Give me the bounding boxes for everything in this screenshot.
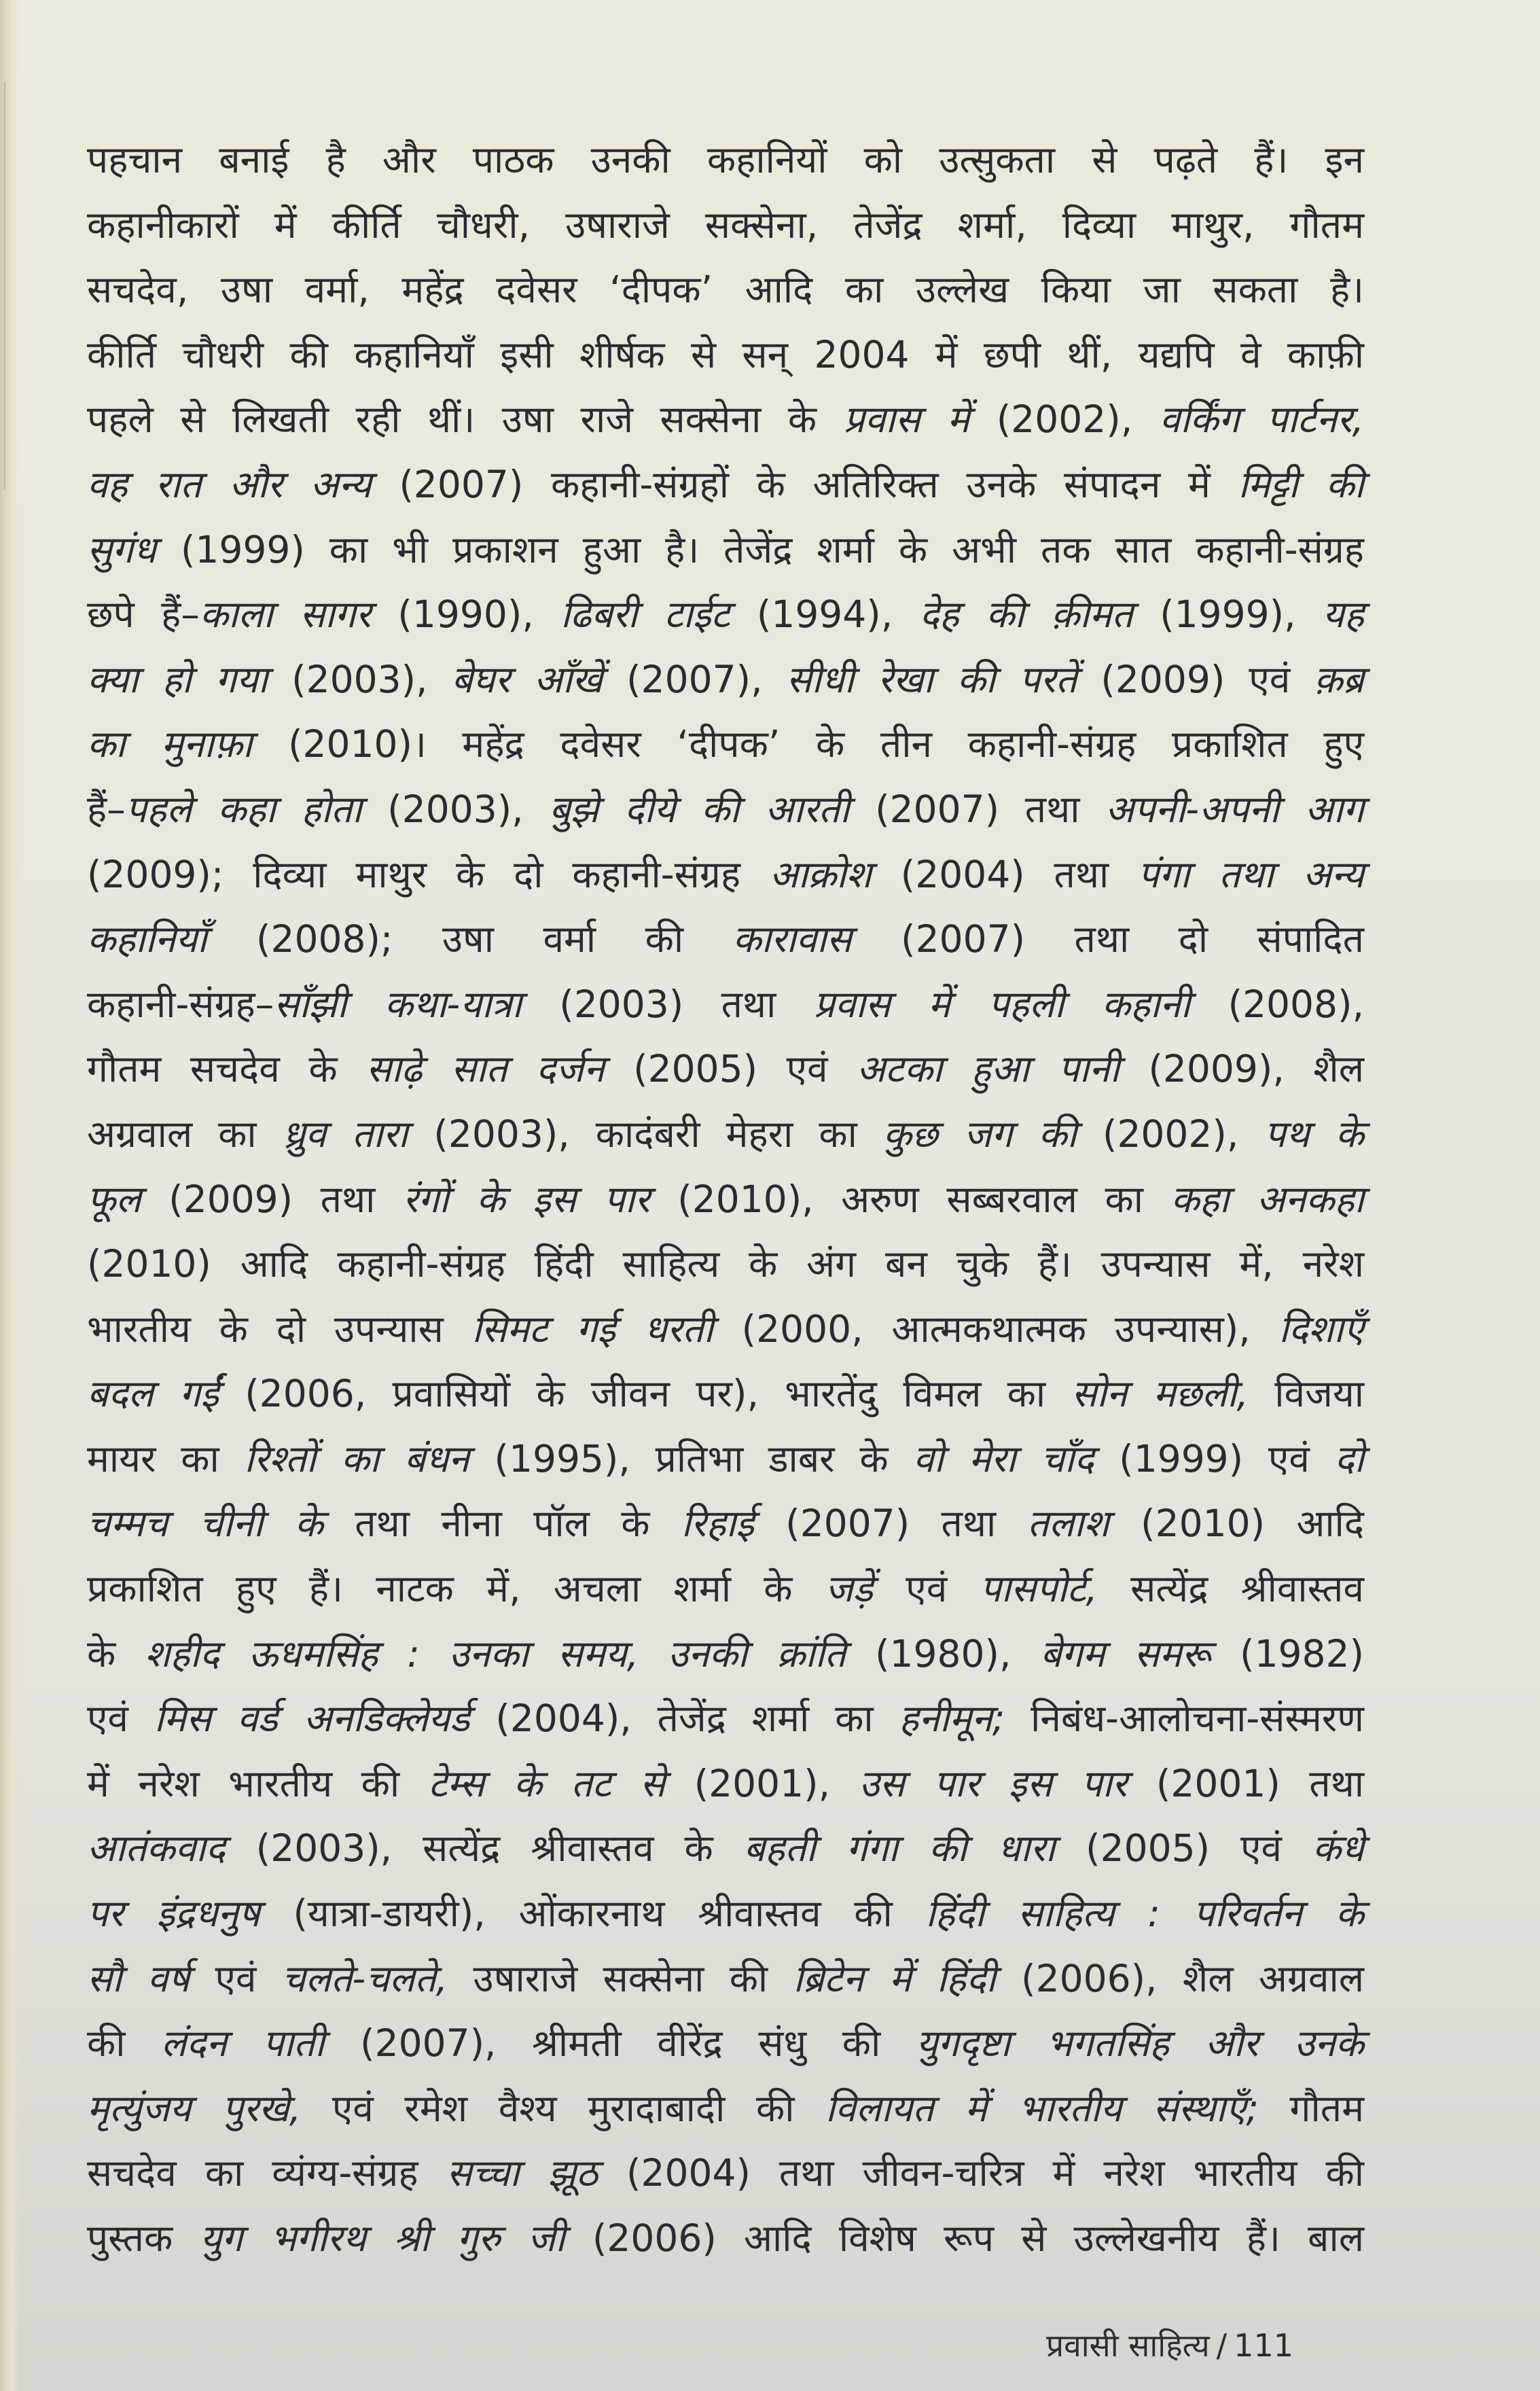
text-line (87, 2076, 1364, 2142)
book-title: बदल गईं (87, 1372, 219, 1416)
text-segment: भारतीय के दो उपन्यास (87, 1307, 472, 1351)
book-title: सुगंध (87, 527, 156, 571)
text-segment: (2005) एवं (1055, 1826, 1312, 1871)
text-segment: अग्रवाल का (87, 1112, 283, 1156)
text-segment: (2006) आदि विशेष रूप से उल्लेखनीय हैं। बाल (565, 2216, 1364, 2260)
book-title: वह रात और अन्य (87, 462, 372, 506)
book-title: चम्मच चीनी के (87, 1502, 323, 1546)
text-segment: (2001) तथा (1127, 1761, 1364, 1805)
book-title: का मुनाफ़ा (87, 722, 253, 766)
book-title: शहीद ऊधमसिंह : उनका समय, उनकी क्रांति (145, 1631, 846, 1676)
book-title: कहानियाँ (87, 917, 207, 961)
book-title: क्या हो गया (87, 657, 268, 701)
book-title: हिंदी साहित्य : परिवर्तन के (925, 1892, 1364, 1936)
text-line (87, 1232, 1364, 1297)
facing-page-edge (4, 82, 5, 489)
text-segment: (2003), सत्येंद्र श्रीवास्तव के (225, 1826, 744, 1871)
text-segment: (1980), (846, 1631, 1041, 1676)
page-number: 111 (1234, 2327, 1293, 2364)
book-title: सोन मछली, (1071, 1372, 1249, 1416)
text-segment: (यात्रा-डायरी), ओंकारनाथ श्रीवास्तव की (259, 1892, 926, 1936)
text-segment: (2009); दिव्या माथुर के दो कहानी-संग्रह (87, 852, 770, 896)
book-title: युग भगीरथ श्री गुरु जी (200, 2216, 565, 2260)
text-line (87, 518, 1364, 583)
text-line (87, 582, 1364, 648)
book-title: मृत्युंजय पुरखे, (87, 2086, 302, 2130)
text-line (87, 712, 1364, 777)
text-segment: मायर का (87, 1436, 245, 1481)
text-line (87, 323, 1364, 388)
book-title: साँझी कथा-यात्रा (274, 982, 522, 1026)
text-segment: (2006), शैल अग्रवाल (995, 1956, 1364, 2000)
text-segment: पहचान बनाई है और पाठक उनकी कहानियों को उत्सुकता से पढ़ते हैं। इन (87, 138, 1364, 181)
text-line (87, 1491, 1364, 1557)
book-title: वर्किंग पार्टनर, (1159, 397, 1364, 442)
text-segment: कीर्ति चौधरी की कहानियाँ इसी शीर्षक से सन् 2004 में छपी थीं, यद्यपि वे काफ़ी (87, 332, 1364, 376)
text-line (87, 1362, 1364, 1427)
text-line (87, 1881, 1364, 1947)
text-line (87, 1947, 1364, 2012)
text-segment: (2003) तथा (522, 982, 814, 1026)
book-title: उस पार इस पार (859, 1761, 1128, 1805)
text-line (87, 1622, 1364, 1687)
text-segment: (1999), (1132, 592, 1323, 637)
text-segment: गौतम (1258, 2086, 1364, 2130)
text-segment: उषाराजे सक्सेना की (448, 1956, 793, 2000)
text-line (87, 1557, 1364, 1622)
book-title: सिमट गई धरती (471, 1307, 713, 1351)
text-segment: (2002), (969, 397, 1160, 442)
text-segment: (2007), श्रीमती वीरेंद्र संधु की (324, 2021, 916, 2066)
text-line (87, 777, 1364, 843)
text-segment: (2003), (268, 657, 452, 701)
text-segment: (2004) तथा (871, 852, 1139, 896)
book-title: पथ के (1264, 1112, 1364, 1156)
book-title: पहले कहा होता (125, 787, 362, 831)
text-segment: (2000, आत्मकथात्मक उपन्यास), (713, 1307, 1279, 1351)
book-title: बेगम समरू (1040, 1631, 1211, 1676)
text-line (87, 387, 1364, 453)
text-segment: (1982) (1211, 1631, 1364, 1676)
book-title: ध्रुव तारा (282, 1112, 408, 1156)
text-line (87, 193, 1364, 258)
text-segment: (2010) आदि कहानी-संग्रह हिंदी साहित्य के अंग बन चुके हैं। उपन्यास में, नरेश (87, 1242, 1364, 1286)
book-title: आतंकवाद (87, 1826, 226, 1871)
text-segment: एवं (190, 1956, 282, 2000)
text-segment: एवं (873, 1567, 980, 1611)
book-title: मिट्टी की (1238, 462, 1364, 506)
book-gutter-shadow (0, 0, 19, 2391)
text-segment: (1995), प्रतिभा डाबर के (469, 1436, 914, 1481)
book-title: तलाश (1027, 1502, 1109, 1546)
book-title: पंगा तथा अन्य (1138, 852, 1364, 896)
book-title: क़ब्र (1314, 657, 1364, 701)
book-title: टेम्स के तट से (428, 1761, 666, 1805)
text-segment: (2007) तथा दो संपादित (851, 917, 1364, 961)
book-title: ढिबरी टाईट (560, 592, 730, 637)
text-segment: (2004) तथा जीवन-चरित्र में नरेश भारतीय की (598, 2151, 1365, 2195)
text-segment: एवं (87, 1697, 154, 1741)
text-segment: (2010) आदि (1109, 1502, 1364, 1546)
text-segment: कहानीकारों में कीर्ति चौधरी, उषाराजे सक्सेना, तेजेंद्र शर्मा, दिव्या माथुर, गौतम (87, 202, 1364, 247)
text-segment: के (87, 1631, 145, 1676)
text-segment: (2007), (603, 657, 787, 701)
text-line (87, 1102, 1364, 1167)
text-line (87, 258, 1364, 323)
text-line (87, 1686, 1364, 1752)
text-line (87, 2141, 1364, 2206)
text-line (87, 972, 1364, 1038)
book-title: फूल (87, 1177, 141, 1221)
book-title: प्रवास में पहली कहानी (813, 982, 1191, 1026)
text-line (87, 1816, 1364, 1881)
book-title: दिशाएँ (1278, 1307, 1364, 1351)
text-segment: (1994), (730, 592, 920, 637)
text-line (87, 1427, 1364, 1492)
text-segment: कहानी-संग्रह– (87, 982, 274, 1026)
text-segment: (2006, प्रवासियों के जीवन पर), भारतेंदु विमल का (219, 1372, 1072, 1416)
page-body (87, 128, 1364, 2271)
text-line (87, 2011, 1364, 2076)
book-title: अपनी-अपनी आग (1105, 787, 1364, 831)
text-segment: (2001), (665, 1761, 859, 1805)
footer-separator: / (1216, 2327, 1228, 2364)
text-segment: (2004), तेजेंद्र शर्मा का (469, 1697, 899, 1741)
text-segment: विजया (1248, 1372, 1364, 1416)
book-title: दो (1334, 1436, 1364, 1481)
book-title: हनीमून; (899, 1697, 1005, 1741)
text-segment: सत्येंद्र श्रीवास्तव (1097, 1567, 1364, 1611)
text-segment: सचदेव, उषा वर्मा, महेंद्र दवेसर ‘दीपक’ आदि का उल्लेख किया जा सकता है। (87, 268, 1364, 312)
book-title: सौ वर्ष (87, 1956, 190, 2000)
text-line (87, 907, 1364, 972)
book-title: बुझे दीये की आरती (549, 787, 850, 831)
book-title: जड़ें (825, 1567, 874, 1611)
book-title: रिश्तों का बंधन (244, 1436, 469, 1481)
text-segment: हैं– (87, 787, 126, 831)
text-segment: (2009) एवं (1077, 657, 1314, 701)
text-segment: (2009) तथा (141, 1177, 403, 1221)
text-segment: छपे हैं– (87, 592, 200, 637)
book-title: आक्रोश (769, 852, 872, 896)
book-title: मिस वर्ड अनडिक्लेयर्ड (154, 1697, 470, 1741)
text-segment: तथा नीना पॉल के (323, 1502, 681, 1546)
book-title: काला सागर (199, 592, 372, 637)
text-segment: में नरेश भारतीय की (87, 1761, 429, 1805)
book-title: रिहाई (681, 1502, 754, 1546)
text-segment: (1999) का भी प्रकाशन हुआ है। तेजेंद्र शर्मा के अभी तक सात कहानी-संग्रह (156, 527, 1364, 571)
book-title: कंधे (1312, 1826, 1364, 1871)
text-segment: गौतम सचदेव के (87, 1047, 367, 1091)
text-segment: (2003), कादंबरी मेहरा का (408, 1112, 883, 1156)
book-title: बहती गंगा की धारा (743, 1826, 1056, 1871)
book-title: कारावास (732, 917, 852, 961)
book-title: प्रवास में (843, 397, 970, 442)
text-line (87, 648, 1364, 713)
book-title: बेघर आँखें (451, 657, 603, 701)
text-segment: प्रकाशित हुए हैं। नाटक में, अचला शर्मा के (87, 1567, 825, 1611)
text-segment: (2010), अरुण सब्बरवाल का (649, 1177, 1171, 1221)
book-title: सीधी रेखा की परतें (786, 657, 1077, 701)
text-line (87, 1752, 1364, 1817)
text-line (87, 843, 1364, 908)
text-line (87, 128, 1364, 193)
book-title: कहा अनकहा (1170, 1177, 1365, 1221)
text-line (87, 1037, 1364, 1102)
text-segment: (2009), शैल (1119, 1047, 1364, 1091)
book-title: रंगों के इस पार (402, 1177, 650, 1221)
text-segment: (2005) एवं (604, 1047, 857, 1091)
paragraph (87, 128, 1364, 2271)
book-title: पासपोर्ट, (980, 1567, 1098, 1611)
text-segment: निबंध-आलोचना-संस्मरण (1005, 1697, 1365, 1741)
text-segment: (2003), (361, 787, 550, 831)
book-title: अटका हुआ पानी (857, 1047, 1120, 1091)
book-title: पर इंद्रधनुष (87, 1892, 260, 1936)
page-footer (1046, 2324, 1293, 2366)
text-line (87, 2206, 1364, 2271)
book-title: साढ़े सात दर्जन (366, 1047, 605, 1091)
text-segment: (2007) तथा (849, 787, 1106, 831)
text-line (87, 1297, 1364, 1362)
text-segment: (2008); उषा वर्मा की (207, 917, 733, 961)
text-line (87, 453, 1364, 518)
text-segment: सचदेव का व्यंग्य-संग्रह (87, 2151, 447, 2195)
book-title: सच्चा झूठ (446, 2151, 598, 2195)
text-segment: (1990), (371, 592, 561, 637)
text-segment: की (87, 2021, 161, 2066)
text-segment: (2007) कहानी-संग्रहों के अतिरिक्त उनके संपादन में (371, 462, 1238, 506)
text-segment: एवं रमेश वैश्य मुरादाबादी की (301, 2086, 826, 2130)
text-line (87, 1167, 1364, 1233)
book-title: वो मेरा चाँद (913, 1436, 1094, 1481)
text-segment: (2002), (1076, 1112, 1265, 1156)
book-title: कुछ जग की (882, 1112, 1077, 1156)
book-title: ब्रिटेन में हिंदी (793, 1956, 996, 2000)
book-title: युगदृष्टा भगतसिंह और उनके (916, 2021, 1364, 2066)
text-segment: पहले से लिखती रही थीं। उषा राजे सक्सेना के (87, 397, 844, 442)
book-title: देह की क़ीमत (919, 592, 1133, 637)
text-segment: (1999) एवं (1094, 1436, 1335, 1481)
text-segment: (2007) तथा (754, 1502, 1028, 1546)
book-title: लंदन पाती (161, 2021, 325, 2066)
running-title: प्रवासी साहित्य (1046, 2327, 1210, 2364)
book-title: चलते-चलते, (281, 1956, 448, 2000)
text-segment: (2010)। महेंद्र दवेसर ‘दीपक’ के तीन कहानी-संग्रह प्रकाशित हुए (252, 722, 1365, 766)
text-segment: पुस्तक (87, 2216, 200, 2260)
book-title: विलायत में भारतीय संस्थाएँ; (825, 2086, 1259, 2130)
text-segment: (2008), (1190, 982, 1364, 1026)
book-title: यह (1322, 592, 1365, 637)
